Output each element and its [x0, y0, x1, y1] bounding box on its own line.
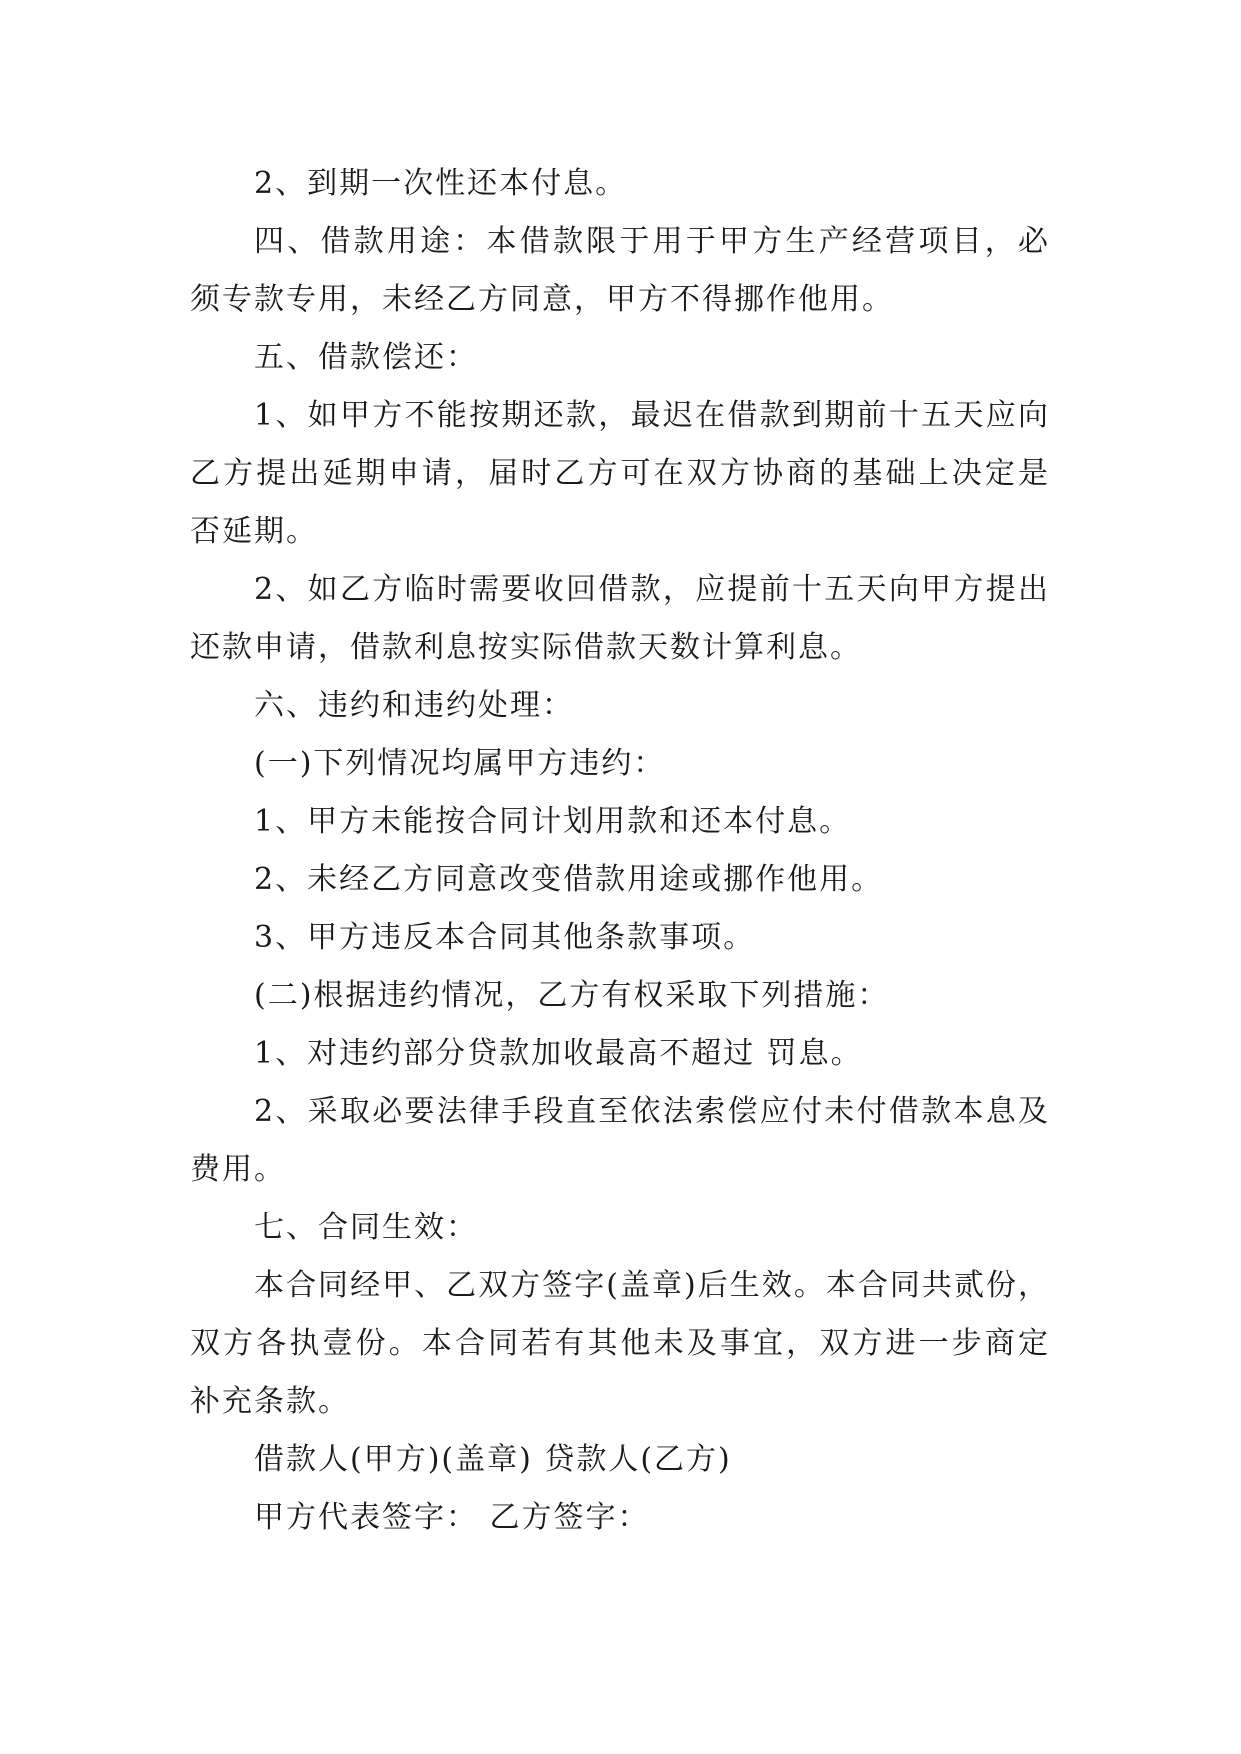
- breach-item-2: 2、未经乙方同意改变借款用途或挪作他用。: [254, 862, 884, 897]
- signature-parties-line: 借款人(甲方)(盖章) 贷款人(乙方): [254, 1442, 732, 1477]
- breach-item-1: 1、甲方未能按合同计划用款和还本付息。: [254, 804, 852, 839]
- remedy-item-2: 2、采取必要法律手段直至依法索偿应付未付借款本息及费用。: [190, 1094, 1050, 1187]
- document-body: [190, 155, 1050, 1547]
- heading-breach: 六、违约和违约处理：: [254, 688, 574, 723]
- subheading-remedies: (二)根据违约情况，乙方有权采取下列措施：: [254, 978, 890, 1013]
- signature-representatives-line: 甲方代表签字： 乙方签字：: [254, 1500, 650, 1535]
- paragraph-loan-purpose: 四、借款用途：本借款限于用于甲方生产经营项目，必须专款专用，未经乙方同意，甲方不得挪作他用。: [190, 224, 1050, 317]
- remedy-item-1: 1、对违约部分贷款加收最高不超过 罚息。: [254, 1036, 863, 1071]
- heading-contract-effect: 七、合同生效：: [254, 1210, 478, 1245]
- heading-loan-repayment: 五、借款偿还：: [254, 340, 478, 375]
- paragraph-repayment-extension: 1、如甲方不能按期还款，最迟在借款到期前十五天应向乙方提出延期申请，届时乙方可在双方协商的基础上决定是否延期。: [190, 398, 1050, 549]
- paragraph-contract-effect: 本合同经甲、乙双方签字(盖章)后生效。本合同共贰份，双方各执壹份。本合同若有其他未及事宜，双方进一步商定补充条款。: [190, 1268, 1050, 1419]
- paragraph-repayment-method-2: 2、到期一次性还本付息。: [254, 166, 628, 201]
- breach-item-3: 3、甲方违反本合同其他条款事项。: [254, 920, 756, 955]
- subheading-party-a-breach: (一)下列情况均属甲方违约：: [254, 746, 666, 781]
- paragraph-early-recall: 2、如乙方临时需要收回借款，应提前十五天向甲方提出还款申请，借款利息按实际借款天数计算利息。: [190, 572, 1050, 665]
